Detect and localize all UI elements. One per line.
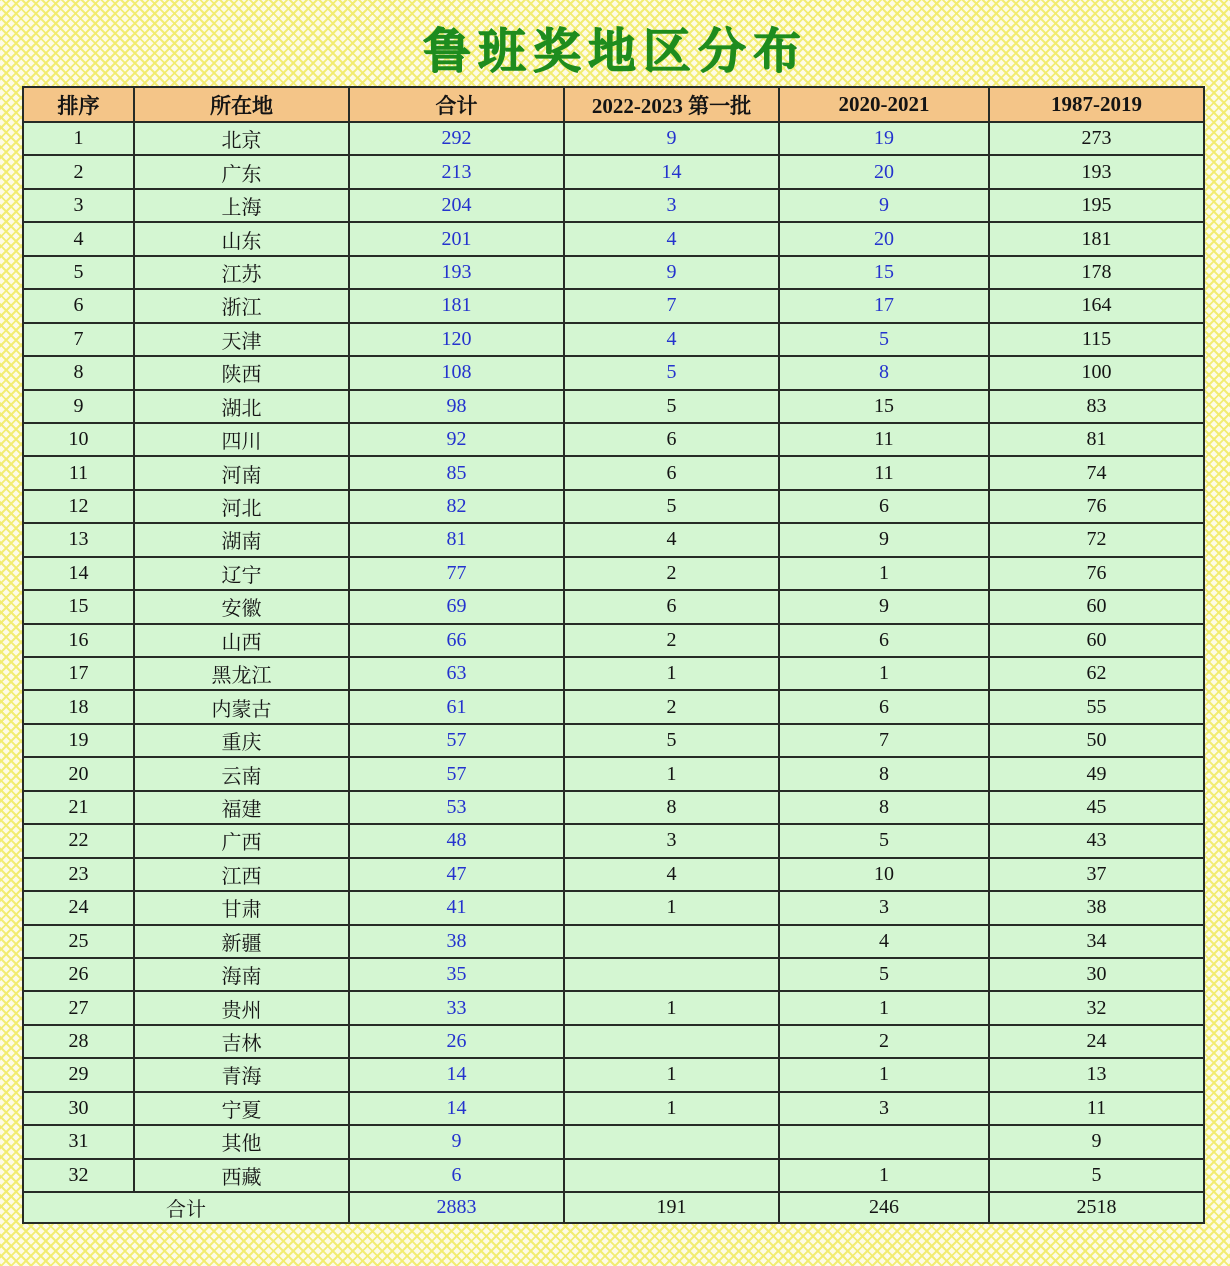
rank-cell: 20	[23, 757, 134, 790]
rank-cell: 28	[23, 1025, 134, 1058]
region-cell: 四川	[134, 423, 349, 456]
total-cell: 81	[349, 523, 564, 556]
region-cell: 黑龙江	[134, 657, 349, 690]
cell-1987-2019: 11	[989, 1092, 1204, 1125]
region-cell: 陕西	[134, 356, 349, 389]
rank-cell: 18	[23, 690, 134, 723]
table-row	[23, 323, 1204, 356]
total-cell: 14	[349, 1092, 564, 1125]
table-row	[23, 624, 1204, 657]
cell-1987-2019: 81	[989, 423, 1204, 456]
total-cell: 77	[349, 557, 564, 590]
region-cell: 辽宁	[134, 557, 349, 590]
footer-2020-2021-cell: 246	[779, 1192, 989, 1223]
cell-1987-2019: 195	[989, 189, 1204, 222]
rank-cell: 21	[23, 791, 134, 824]
cell-2020-2021: 7	[779, 724, 989, 757]
cell-2020-2021: 9	[779, 590, 989, 623]
table-row	[23, 490, 1204, 523]
table-row	[23, 222, 1204, 255]
cell-1987-2019: 34	[989, 925, 1204, 958]
cell-1987-2019: 30	[989, 958, 1204, 991]
batch-2022-2023-cell: 4	[564, 523, 779, 556]
cell-2020-2021: 10	[779, 858, 989, 891]
table-row	[23, 189, 1204, 222]
cell-1987-2019: 50	[989, 724, 1204, 757]
header-2020-2021: 2020-2021	[779, 87, 989, 122]
cell-2020-2021: 8	[779, 356, 989, 389]
batch-2022-2023-cell: 4	[564, 323, 779, 356]
total-cell: 193	[349, 256, 564, 289]
cell-2020-2021: 9	[779, 523, 989, 556]
cell-1987-2019: 62	[989, 657, 1204, 690]
table-row	[23, 1092, 1204, 1125]
rank-cell: 27	[23, 991, 134, 1024]
cell-2020-2021: 5	[779, 958, 989, 991]
region-cell: 福建	[134, 791, 349, 824]
table-row	[23, 1058, 1204, 1091]
table-header	[23, 87, 1204, 122]
rank-cell: 11	[23, 456, 134, 489]
total-cell: 204	[349, 189, 564, 222]
cell-1987-2019: 76	[989, 557, 1204, 590]
cell-2020-2021: 4	[779, 925, 989, 958]
page-title: 鲁班奖地区分布	[422, 25, 808, 78]
cell-1987-2019: 43	[989, 824, 1204, 857]
rank-cell: 17	[23, 657, 134, 690]
cell-2020-2021: 3	[779, 891, 989, 924]
cell-1987-2019: 74	[989, 456, 1204, 489]
region-cell: 湖北	[134, 390, 349, 423]
cell-1987-2019: 24	[989, 1025, 1204, 1058]
cell-1987-2019: 72	[989, 523, 1204, 556]
region-cell: 河北	[134, 490, 349, 523]
region-cell: 贵州	[134, 991, 349, 1024]
region-cell: 广东	[134, 155, 349, 188]
batch-2022-2023-cell	[564, 958, 779, 991]
table-row	[23, 423, 1204, 456]
table-row	[23, 590, 1204, 623]
rank-cell: 31	[23, 1125, 134, 1158]
cell-1987-2019: 100	[989, 356, 1204, 389]
rank-cell: 8	[23, 356, 134, 389]
rank-cell: 10	[23, 423, 134, 456]
batch-2022-2023-cell: 3	[564, 824, 779, 857]
cell-1987-2019: 38	[989, 891, 1204, 924]
batch-2022-2023-cell: 2	[564, 690, 779, 723]
cell-1987-2019: 83	[989, 390, 1204, 423]
total-cell: 57	[349, 724, 564, 757]
cell-1987-2019: 193	[989, 155, 1204, 188]
batch-2022-2023-cell: 4	[564, 858, 779, 891]
rank-cell: 22	[23, 824, 134, 857]
total-cell: 26	[349, 1025, 564, 1058]
region-cell: 江西	[134, 858, 349, 891]
table-row	[23, 456, 1204, 489]
table-row	[23, 1125, 1204, 1158]
cell-2020-2021: 1	[779, 657, 989, 690]
rank-cell: 2	[23, 155, 134, 188]
cell-1987-2019: 49	[989, 757, 1204, 790]
cell-2020-2021: 5	[779, 824, 989, 857]
table-row	[23, 791, 1204, 824]
region-cell: 北京	[134, 122, 349, 155]
rank-cell: 3	[23, 189, 134, 222]
cell-1987-2019: 37	[989, 858, 1204, 891]
total-cell: 85	[349, 456, 564, 489]
cell-2020-2021: 5	[779, 323, 989, 356]
region-cell: 山西	[134, 624, 349, 657]
rank-cell: 12	[23, 490, 134, 523]
rank-cell: 29	[23, 1058, 134, 1091]
table-row	[23, 122, 1204, 155]
batch-2022-2023-cell: 5	[564, 490, 779, 523]
table-row	[23, 657, 1204, 690]
cell-1987-2019: 60	[989, 590, 1204, 623]
cell-1987-2019: 55	[989, 690, 1204, 723]
region-cell: 新疆	[134, 925, 349, 958]
rank-cell: 30	[23, 1092, 134, 1125]
luban-award-table	[22, 86, 1205, 1224]
batch-2022-2023-cell: 1	[564, 1092, 779, 1125]
batch-2022-2023-cell	[564, 1025, 779, 1058]
cell-2020-2021: 20	[779, 222, 989, 255]
cell-1987-2019: 115	[989, 323, 1204, 356]
table-row	[23, 356, 1204, 389]
batch-2022-2023-cell: 1	[564, 657, 779, 690]
table-row	[23, 390, 1204, 423]
cell-2020-2021: 8	[779, 757, 989, 790]
rank-cell: 23	[23, 858, 134, 891]
rank-cell: 26	[23, 958, 134, 991]
table-row	[23, 289, 1204, 322]
header-1987-2019: 1987-2019	[989, 87, 1204, 122]
total-cell: 201	[349, 222, 564, 255]
table-row	[23, 991, 1204, 1024]
cell-1987-2019: 181	[989, 222, 1204, 255]
cell-2020-2021: 20	[779, 155, 989, 188]
cell-2020-2021: 1	[779, 991, 989, 1024]
table-row	[23, 891, 1204, 924]
cell-2020-2021: 15	[779, 390, 989, 423]
rank-cell: 15	[23, 590, 134, 623]
rank-cell: 24	[23, 891, 134, 924]
footer-total-cell: 2883	[349, 1192, 564, 1223]
rank-cell: 7	[23, 323, 134, 356]
rank-cell: 9	[23, 390, 134, 423]
region-cell: 安徽	[134, 590, 349, 623]
rank-cell: 32	[23, 1159, 134, 1192]
table-body	[23, 122, 1204, 1192]
batch-2022-2023-cell: 5	[564, 356, 779, 389]
cell-1987-2019: 178	[989, 256, 1204, 289]
table-row	[23, 757, 1204, 790]
cell-2020-2021: 19	[779, 122, 989, 155]
batch-2022-2023-cell: 2	[564, 557, 779, 590]
total-cell: 9	[349, 1125, 564, 1158]
region-cell: 海南	[134, 958, 349, 991]
total-cell: 98	[349, 390, 564, 423]
region-cell: 河南	[134, 456, 349, 489]
region-cell: 湖南	[134, 523, 349, 556]
cell-2020-2021: 6	[779, 490, 989, 523]
batch-2022-2023-cell: 6	[564, 590, 779, 623]
table-row	[23, 724, 1204, 757]
total-cell: 33	[349, 991, 564, 1024]
cell-1987-2019: 9	[989, 1125, 1204, 1158]
header-row	[23, 87, 1204, 122]
batch-2022-2023-cell: 1	[564, 757, 779, 790]
total-cell: 48	[349, 824, 564, 857]
cell-1987-2019: 13	[989, 1058, 1204, 1091]
header-total: 合计	[349, 87, 564, 122]
batch-2022-2023-cell: 6	[564, 423, 779, 456]
region-cell: 浙江	[134, 289, 349, 322]
total-cell: 41	[349, 891, 564, 924]
total-cell: 292	[349, 122, 564, 155]
rank-cell: 25	[23, 925, 134, 958]
total-cell: 213	[349, 155, 564, 188]
header-rank: 排序	[23, 87, 134, 122]
cell-1987-2019: 45	[989, 791, 1204, 824]
cell-2020-2021: 3	[779, 1092, 989, 1125]
region-cell: 广西	[134, 824, 349, 857]
region-cell: 上海	[134, 189, 349, 222]
rank-cell: 16	[23, 624, 134, 657]
region-cell: 江苏	[134, 256, 349, 289]
rank-cell: 6	[23, 289, 134, 322]
table-row	[23, 155, 1204, 188]
header-batch-2022-2023: 2022-2023 第一批	[564, 87, 779, 122]
region-cell: 云南	[134, 757, 349, 790]
cell-1987-2019: 32	[989, 991, 1204, 1024]
total-cell: 53	[349, 791, 564, 824]
region-cell: 青海	[134, 1058, 349, 1091]
batch-2022-2023-cell: 8	[564, 791, 779, 824]
total-cell: 69	[349, 590, 564, 623]
region-cell: 重庆	[134, 724, 349, 757]
cell-2020-2021: 6	[779, 690, 989, 723]
total-cell: 14	[349, 1058, 564, 1091]
total-cell: 35	[349, 958, 564, 991]
rank-cell: 5	[23, 256, 134, 289]
cell-2020-2021: 11	[779, 456, 989, 489]
batch-2022-2023-cell: 14	[564, 155, 779, 188]
total-cell: 82	[349, 490, 564, 523]
cell-1987-2019: 76	[989, 490, 1204, 523]
batch-2022-2023-cell: 7	[564, 289, 779, 322]
batch-2022-2023-cell: 1	[564, 891, 779, 924]
table-row	[23, 824, 1204, 857]
cell-2020-2021	[779, 1125, 989, 1158]
footer-batch1-cell: 191	[564, 1192, 779, 1223]
table-row	[23, 690, 1204, 723]
cell-2020-2021: 11	[779, 423, 989, 456]
total-cell: 108	[349, 356, 564, 389]
region-cell: 西藏	[134, 1159, 349, 1192]
region-cell: 甘肃	[134, 891, 349, 924]
batch-2022-2023-cell: 5	[564, 724, 779, 757]
total-cell: 92	[349, 423, 564, 456]
total-cell: 6	[349, 1159, 564, 1192]
table-row	[23, 1025, 1204, 1058]
table-row	[23, 858, 1204, 891]
cell-2020-2021: 1	[779, 1159, 989, 1192]
batch-2022-2023-cell: 1	[564, 991, 779, 1024]
cell-2020-2021: 9	[779, 189, 989, 222]
total-cell: 63	[349, 657, 564, 690]
batch-2022-2023-cell: 9	[564, 122, 779, 155]
cell-1987-2019: 273	[989, 122, 1204, 155]
cell-2020-2021: 8	[779, 791, 989, 824]
table-footer	[23, 1192, 1204, 1223]
rank-cell: 1	[23, 122, 134, 155]
total-cell: 181	[349, 289, 564, 322]
table-row	[23, 523, 1204, 556]
cell-1987-2019: 5	[989, 1159, 1204, 1192]
region-cell: 内蒙古	[134, 690, 349, 723]
table-row	[23, 925, 1204, 958]
batch-2022-2023-cell	[564, 925, 779, 958]
batch-2022-2023-cell: 1	[564, 1058, 779, 1091]
region-cell: 天津	[134, 323, 349, 356]
batch-2022-2023-cell	[564, 1159, 779, 1192]
table-row	[23, 1159, 1204, 1192]
batch-2022-2023-cell: 3	[564, 189, 779, 222]
batch-2022-2023-cell: 2	[564, 624, 779, 657]
table-row	[23, 256, 1204, 289]
table-row	[23, 557, 1204, 590]
total-cell: 66	[349, 624, 564, 657]
header-region: 所在地	[134, 87, 349, 122]
cell-2020-2021: 6	[779, 624, 989, 657]
rank-cell: 19	[23, 724, 134, 757]
batch-2022-2023-cell: 6	[564, 456, 779, 489]
cell-2020-2021: 17	[779, 289, 989, 322]
table-row	[23, 958, 1204, 991]
region-cell: 山东	[134, 222, 349, 255]
total-cell: 61	[349, 690, 564, 723]
rank-cell: 14	[23, 557, 134, 590]
batch-2022-2023-cell: 5	[564, 390, 779, 423]
rank-cell: 13	[23, 523, 134, 556]
footer-label: 合计	[23, 1192, 349, 1223]
total-cell: 120	[349, 323, 564, 356]
total-cell: 47	[349, 858, 564, 891]
region-cell: 宁夏	[134, 1092, 349, 1125]
footer-row	[23, 1192, 1204, 1223]
region-cell: 其他	[134, 1125, 349, 1158]
footer-1987-2019-cell: 2518	[989, 1192, 1204, 1223]
cell-1987-2019: 164	[989, 289, 1204, 322]
batch-2022-2023-cell: 9	[564, 256, 779, 289]
total-cell: 57	[349, 757, 564, 790]
region-cell: 吉林	[134, 1025, 349, 1058]
total-cell: 38	[349, 925, 564, 958]
cell-2020-2021: 15	[779, 256, 989, 289]
batch-2022-2023-cell	[564, 1125, 779, 1158]
cell-2020-2021: 1	[779, 557, 989, 590]
batch-2022-2023-cell: 4	[564, 222, 779, 255]
cell-2020-2021: 1	[779, 1058, 989, 1091]
cell-2020-2021: 2	[779, 1025, 989, 1058]
rank-cell: 4	[23, 222, 134, 255]
cell-1987-2019: 60	[989, 624, 1204, 657]
